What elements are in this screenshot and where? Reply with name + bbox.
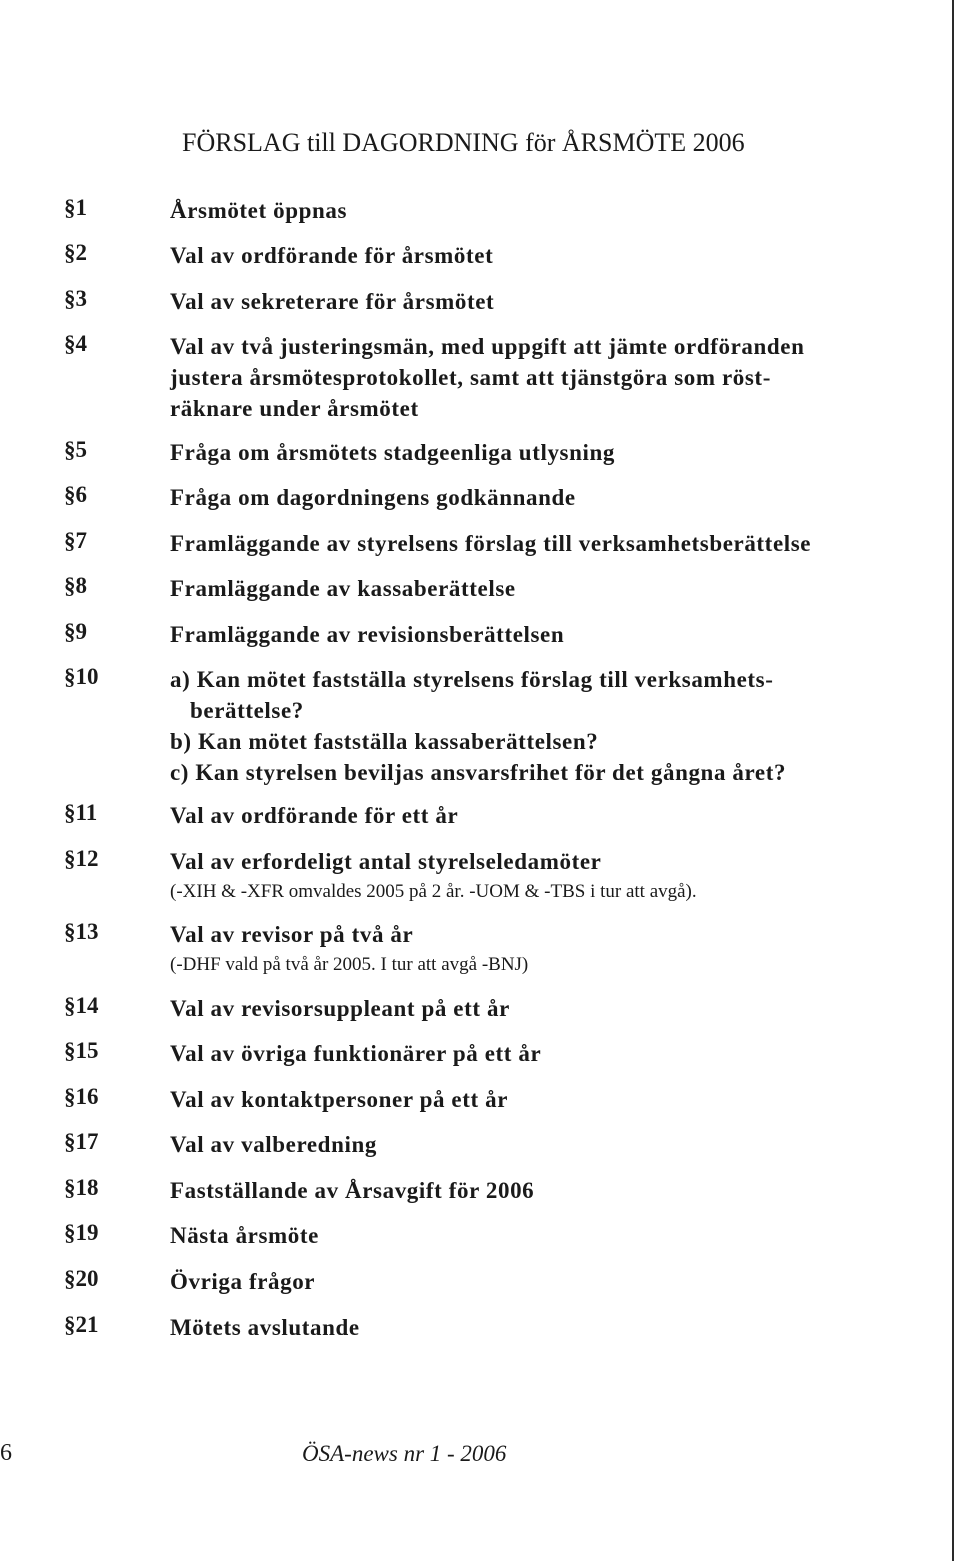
agenda-line: Framläggande av styrelsens förslag till verksamhetsberättelse (170, 531, 812, 556)
agenda-line: Fråga om årsmötets stadgeenliga utlysning (170, 440, 615, 465)
agenda-text (170, 993, 930, 1024)
agenda-text (170, 195, 930, 226)
section-number: §3 (64, 286, 87, 311)
agenda-text (170, 1084, 930, 1115)
agenda-text (170, 664, 930, 788)
agenda-text (170, 846, 930, 905)
section-number: §9 (64, 619, 87, 644)
footer-publication: ÖSA-news nr 1 - 2006 (302, 1441, 507, 1466)
agenda-text (170, 919, 930, 978)
agenda-text (170, 1038, 930, 1069)
agenda-text (170, 331, 930, 424)
agenda-line: Övriga frågor (170, 1269, 316, 1294)
agenda-line: Fråga om dagordningens godkännande (170, 485, 576, 510)
agenda-text (170, 1175, 930, 1206)
agenda-text (170, 1129, 930, 1160)
agenda-text (170, 1266, 930, 1297)
agenda-text (170, 1312, 930, 1343)
section-number: §8 (64, 573, 87, 598)
agenda-line: räknare under årsmötet (170, 396, 419, 421)
section-number: §12 (64, 846, 99, 871)
section-number: §4 (64, 331, 87, 356)
agenda-line: Framläggande av kassaberättelse (170, 576, 516, 601)
section-number: §14 (64, 993, 99, 1018)
section-number: §1 (64, 195, 87, 220)
agenda-text (170, 240, 930, 271)
agenda-note: (-DHF vald på två år 2005. I tur att avgå -BNJ) (170, 954, 529, 975)
page-edge-line (952, 0, 954, 1561)
agenda-line: Val av revisor på två år (170, 922, 414, 947)
agenda-line: Val av sekreterare för årsmötet (170, 289, 495, 314)
agenda-text (170, 1220, 930, 1251)
agenda-text (170, 619, 930, 650)
footer-page-number: 6 (0, 1440, 12, 1466)
agenda-text (170, 286, 930, 317)
agenda-line: Mötets avslutande (170, 1315, 360, 1340)
agenda-text (170, 437, 930, 468)
section-number: §21 (64, 1312, 99, 1337)
agenda-line: Val av kontaktpersoner på ett år (170, 1087, 509, 1112)
section-number: §17 (64, 1129, 99, 1154)
section-number: §13 (64, 919, 99, 944)
section-number: §18 (64, 1175, 99, 1200)
agenda-line: Val av erfordeligt antal styrelseledamöter (170, 849, 602, 874)
agenda-line: berättelse? (190, 698, 304, 723)
agenda-text (170, 482, 930, 513)
agenda-text (170, 528, 930, 559)
section-number: §19 (64, 1220, 99, 1245)
section-number: §10 (64, 664, 99, 689)
agenda-note: (-XIH & -XFR omvaldes 2005 på 2 år. -UOM & -TBS i tur att avgå). (170, 881, 697, 902)
agenda-line: Val av valberedning (170, 1132, 377, 1157)
agenda-line: Val av övriga funktionärer på ett år (170, 1041, 542, 1066)
agenda-line: Val av ordförande för ett år (170, 803, 459, 828)
section-number: §11 (64, 800, 98, 825)
agenda-line: c) Kan styrelsen beviljas ansvarsfrihet för det gångna året? (170, 760, 787, 785)
agenda-line: justera årsmötesprotokollet, samt att tjänstgöra som röst- (170, 365, 771, 390)
agenda-line: Val av revisorsuppleant på ett år (170, 996, 510, 1021)
agenda-line: b) Kan mötet fastställa kassaberättelsen? (170, 729, 599, 754)
section-number: §2 (64, 240, 87, 265)
agenda-text (170, 800, 930, 831)
agenda-text (170, 573, 930, 604)
section-number: §5 (64, 437, 87, 462)
section-number: §15 (64, 1038, 99, 1063)
section-number: §16 (64, 1084, 99, 1109)
agenda-line: a) Kan mötet fastställa styrelsens förslag till verksamhets- (170, 667, 774, 692)
section-number: §20 (64, 1266, 99, 1291)
agenda-line: Årsmötet öppnas (170, 198, 348, 223)
agenda-line: Nästa årsmöte (170, 1223, 319, 1248)
page-title: FÖRSLAG till DAGORDNING för ÅRSMÖTE 2006 (182, 128, 745, 157)
agenda-line: Val av två justeringsmän, med uppgift att jämte ordföranden (170, 334, 805, 359)
section-number: §6 (64, 482, 87, 507)
section-number: §7 (64, 528, 87, 553)
agenda-line: Framläggande av revisionsberättelsen (170, 622, 565, 647)
agenda-line: Fastställande av Årsavgift för 2006 (170, 1178, 535, 1203)
agenda-line: Val av ordförande för årsmötet (170, 243, 494, 268)
